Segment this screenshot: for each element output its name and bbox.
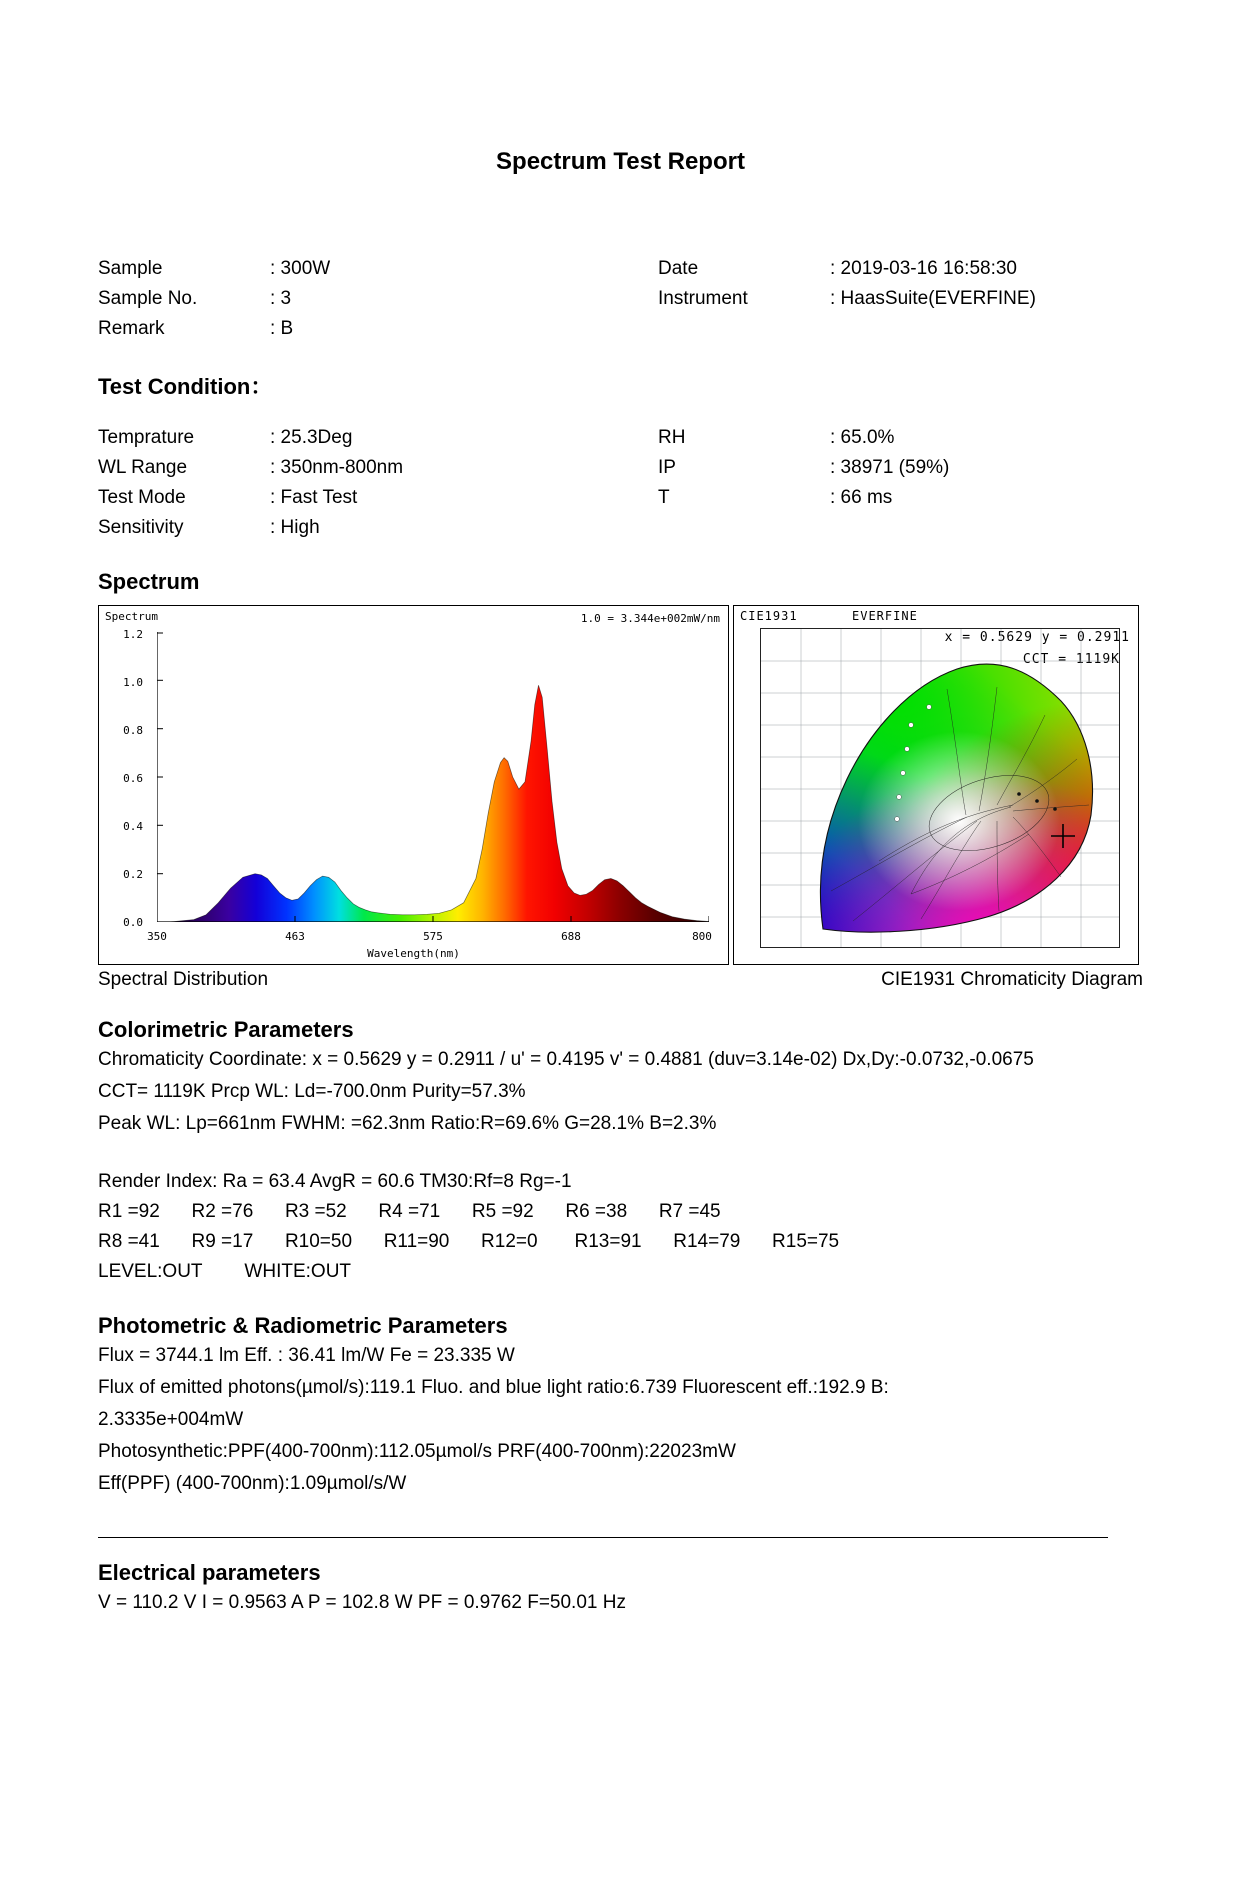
render-index-row-2: R8 =41 R9 =17 R10=50 R11=90 R12=0 R13=91 R14=79 R15=75: [98, 1231, 840, 1252]
render-index-row-1: R1 =92 R2 =76 R3 =52 R4 =71 R5 =92 R6 =38 R7 =45: [98, 1201, 721, 1222]
condition-label-2: RH: [658, 427, 686, 448]
info-row: [98, 254, 1143, 284]
info-value-2: : 2019-03-16 16:58:30: [830, 258, 1017, 279]
condition-value: : 25.3Deg: [270, 427, 353, 448]
cie-cct-annotation: CCT = 1119K: [1022, 652, 1120, 667]
info-value: : B: [270, 318, 294, 339]
condition-row: [98, 423, 1143, 453]
x-tick-688: 688: [561, 930, 581, 943]
y-tick-1_0: 1.0: [123, 676, 143, 689]
info-row: [98, 314, 1143, 344]
cie-brand-label: EVERFINE: [852, 609, 918, 623]
page-title: Spectrum Test Report: [496, 148, 745, 175]
info-row: [98, 284, 1143, 314]
info-value-2: : HaasSuite(EVERFINE): [830, 288, 1036, 309]
condition-label: Test Mode: [98, 487, 186, 508]
x-tick-800: 800: [692, 930, 712, 943]
electrical-heading: Electrical parameters: [98, 1560, 321, 1585]
y-tick-0_0: 0.0: [123, 916, 143, 929]
y-tick-0_4: 0.4: [123, 820, 143, 833]
info-value: : 3: [270, 288, 292, 309]
cie-chart-title: CIE1931: [740, 609, 798, 623]
spectrum-chart-title: Spectrum: [105, 610, 158, 623]
condition-value-2: : 65.0%: [830, 427, 895, 448]
cie-coordinate-annotation: x = 0.5629 y = 0.2911: [944, 630, 1130, 645]
section-divider: [98, 1537, 1108, 1538]
photon-flux-line-cont: 2.3335e+004mW: [98, 1409, 244, 1430]
info-label: Sample No.: [98, 288, 198, 309]
cct-line: CCT= 1119K Prcp WL: Ld=-700.0nm Purity=57.3%: [98, 1081, 526, 1102]
info-label-2: Date: [658, 258, 699, 279]
render-index-line: Render Index: Ra = 63.4 AvgR = 60.6 TM30:Rf=8 Rg=-1: [98, 1171, 572, 1192]
x-tick-575: 575: [423, 930, 443, 943]
info-value: : 300W: [270, 258, 331, 279]
electrical-line: V = 110.2 V I = 0.9563 A P = 102.8 W PF = 0.9762 F=50.01 Hz: [98, 1592, 626, 1613]
spectral-distribution-chart: [98, 605, 729, 965]
condition-label: Sensitivity: [98, 517, 184, 538]
condition-value: : Fast Test: [270, 487, 358, 508]
test-condition-heading: Test Condition：: [98, 374, 273, 399]
info-label-2: [658, 314, 830, 344]
chromaticity-coordinate-line: Chromaticity Coordinate: x = 0.5629 y = 0.2911 / u' = 0.4195 v' = 0.4881 (duv=3.14e-02) Dx,Dy:-0.0732,-0.0675: [98, 1049, 1034, 1070]
y-tick-0_2: 0.2: [123, 868, 143, 881]
condition-value-2: : 66 ms: [830, 487, 893, 508]
level-white-line: LEVEL:OUT WHITE:OUT: [98, 1261, 352, 1282]
y-tick-1_2: 1.2: [123, 628, 143, 641]
flux-line: Flux = 3744.1 lm Eff. : 36.41 lm/W Fe = 23.335 W: [98, 1345, 515, 1366]
condition-label: WL Range: [98, 457, 188, 478]
eff-ppf-line: Eff(PPF) (400-700nm):1.09µmol/s/W: [98, 1473, 407, 1494]
report-page: [0, 148, 1241, 1903]
y-tick-0_8: 0.8: [123, 724, 143, 737]
sample-info-block: [98, 254, 1143, 344]
condition-value-2: : 38971 (59%): [830, 457, 950, 478]
photosynthetic-line: Photosynthetic:PPF(400-700nm):112.05µmol/s PRF(400-700nm):22023mW: [98, 1441, 736, 1462]
cie-diagram-svg: [761, 629, 1120, 948]
photon-flux-line: Flux of emitted photons(µmol/s):119.1 Fluo. and blue light ratio:6.739 Fluorescent eff.:192.9 B:: [98, 1377, 889, 1398]
info-label: Remark: [98, 318, 165, 339]
spectrum-heading: Spectrum: [98, 569, 200, 594]
condition-label: Temprature: [98, 427, 195, 448]
spectrum-plot-svg: [157, 632, 709, 922]
charts-row: [98, 605, 1143, 965]
condition-row: [98, 453, 1143, 483]
condition-value: : 350nm-800nm: [270, 457, 404, 478]
peak-wl-line: Peak WL: Lp=661nm FWHM: =62.3nm Ratio:R=69.6% G=28.1% B=2.3%: [98, 1113, 717, 1134]
x-axis-label: Wavelength(nm): [367, 947, 460, 960]
condition-row: [98, 483, 1143, 513]
x-tick-463: 463: [285, 930, 305, 943]
cie-diagram-area: [760, 628, 1120, 948]
caption-spectral-distribution: Spectral Distribution: [98, 969, 269, 990]
spectrum-scale-note: 1.0 = 3.344e+002mW/nm: [580, 612, 720, 625]
caption-cie-diagram: CIE1931 Chromaticity Diagram: [881, 969, 1143, 990]
test-condition-block: [98, 423, 1143, 543]
colorimetric-heading: Colorimetric Parameters: [98, 1017, 354, 1042]
condition-value: : High: [270, 517, 320, 538]
x-tick-350: 350: [147, 930, 167, 943]
chart-captions: [98, 969, 1143, 991]
condition-label-2: IP: [658, 457, 676, 478]
condition-row: [98, 513, 1143, 543]
condition-label-2: [658, 513, 830, 543]
cie-chromaticity-chart: [733, 605, 1139, 965]
y-tick-0_6: 0.6: [123, 772, 143, 785]
condition-label-2: T: [658, 487, 670, 508]
photometric-heading: Photometric & Radiometric Parameters: [98, 1313, 508, 1338]
info-label-2: Instrument: [658, 288, 748, 309]
cie-gamut-fill: [761, 629, 1120, 948]
info-label: Sample: [98, 258, 163, 279]
